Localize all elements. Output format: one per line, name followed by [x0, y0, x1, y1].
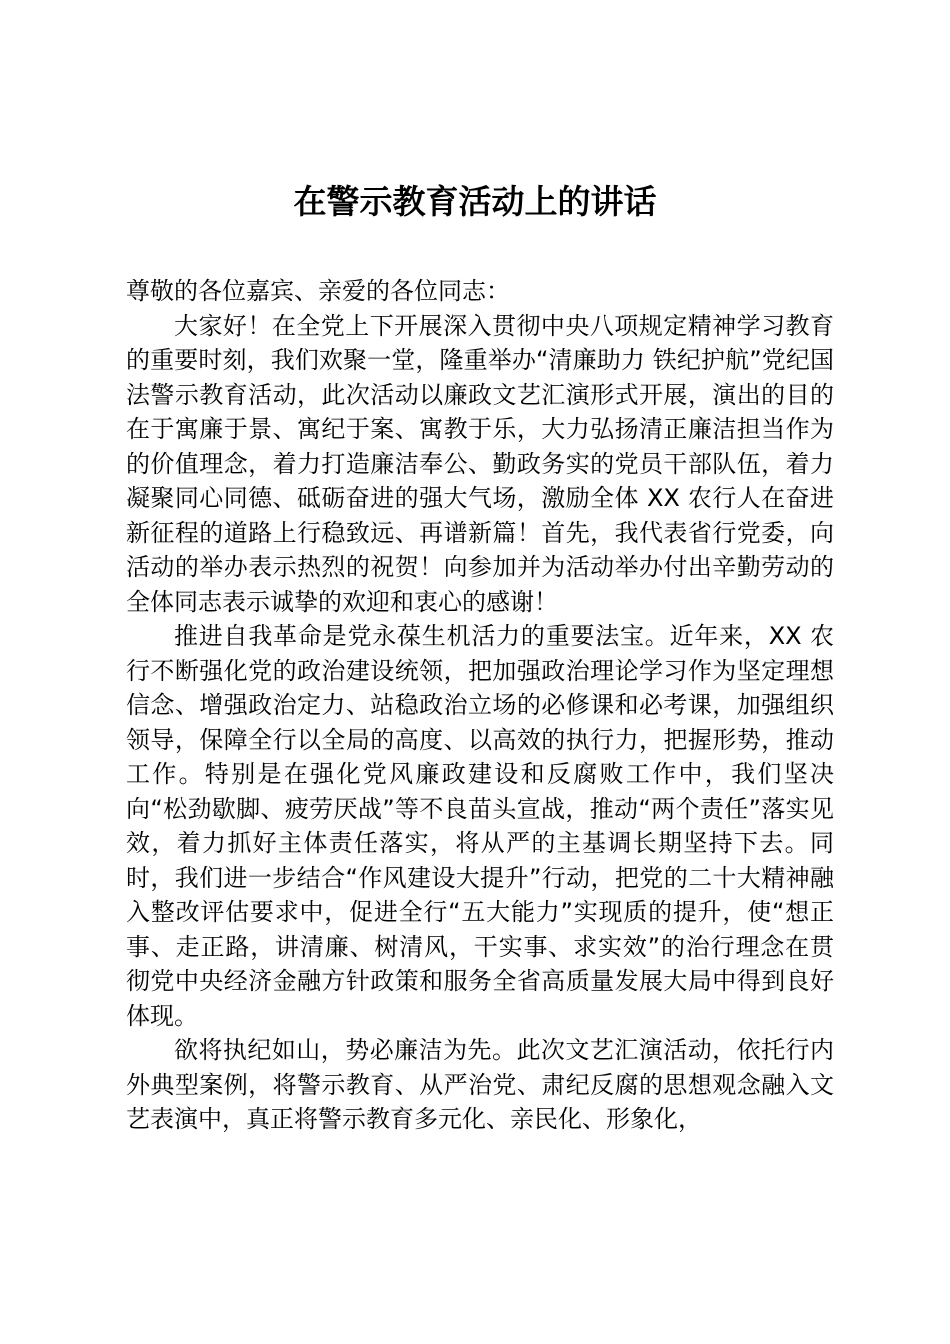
paragraph-2: 推进自我革命是党永葆生机活力的重要法宝。近年来，XX 农行不断强化党的政治建设统领，把加强政治理论学习作为坚定理想信念、增强政治定力、站稳政治立场的必修课和必考课，加强组织领导，保障全行以全局的高度、以高效的执行力，把握形势，推动工作。特别是在强化党风廉政建设和反腐败工作中，我们坚决向“松劲歇脚、疲劳厌战”等不良苗头宣战，推动“两个责任”落实见效，着力抓好主体责任落实，将从严的主基调长期坚持下去。同时，我们进一步结合“作风建设大提升”行动，把党的二十大精神融入整改评估要求中，促进全行“五大能力”实现质的提升，使“想正事、走正路，讲清廉、树清风，干实事、求实效”的治行理念在贯彻党中央经济金融方针政策和服务全省高质量发展大局中得到良好体现。 [126, 622, 834, 1030]
paragraph-1: 大家好！在全党上下开展深入贯彻中央八项规定精神学习教育的重要时刻，我们欢聚一堂，隆重举办“清廉助力 铁纪护航”党纪国法警示教育活动，此次活动以廉政文艺汇演形式开展，演出的目的在于寓廉于景、寓纪于案、寓教于乐，大力弘扬清正廉洁担当作为的价值理念，着力打造廉洁奉公、勤政务实的党员干部队伍，着力凝聚同心同德、砥砺奋进的强大气场，激励全体 XX 农行人在奋进新征程的道路上行稳致远、再谱新篇！首先，我代表省行党委，向活动的举办表示热烈的祝贺！向参加并为活动举办付出辛勤劳动的全体同志表示诚挚的欢迎和衷心的感谢！ [126, 311, 834, 616]
document-body [126, 274, 834, 1137]
paragraph-3: 欲将执纪如山，势必廉洁为先。此次文艺汇演活动，依托行内外典型案例，将警示教育、从严治党、肃纪反腐的思想观念融入文艺表演中，真正将警示教育多元化、亲民化、形象化， [126, 1036, 834, 1133]
document-title: 在警示教育活动上的讲话 [293, 182, 657, 221]
greeting-line: 尊敬的各位嘉宾、亲爱的各位同志： [126, 277, 510, 305]
